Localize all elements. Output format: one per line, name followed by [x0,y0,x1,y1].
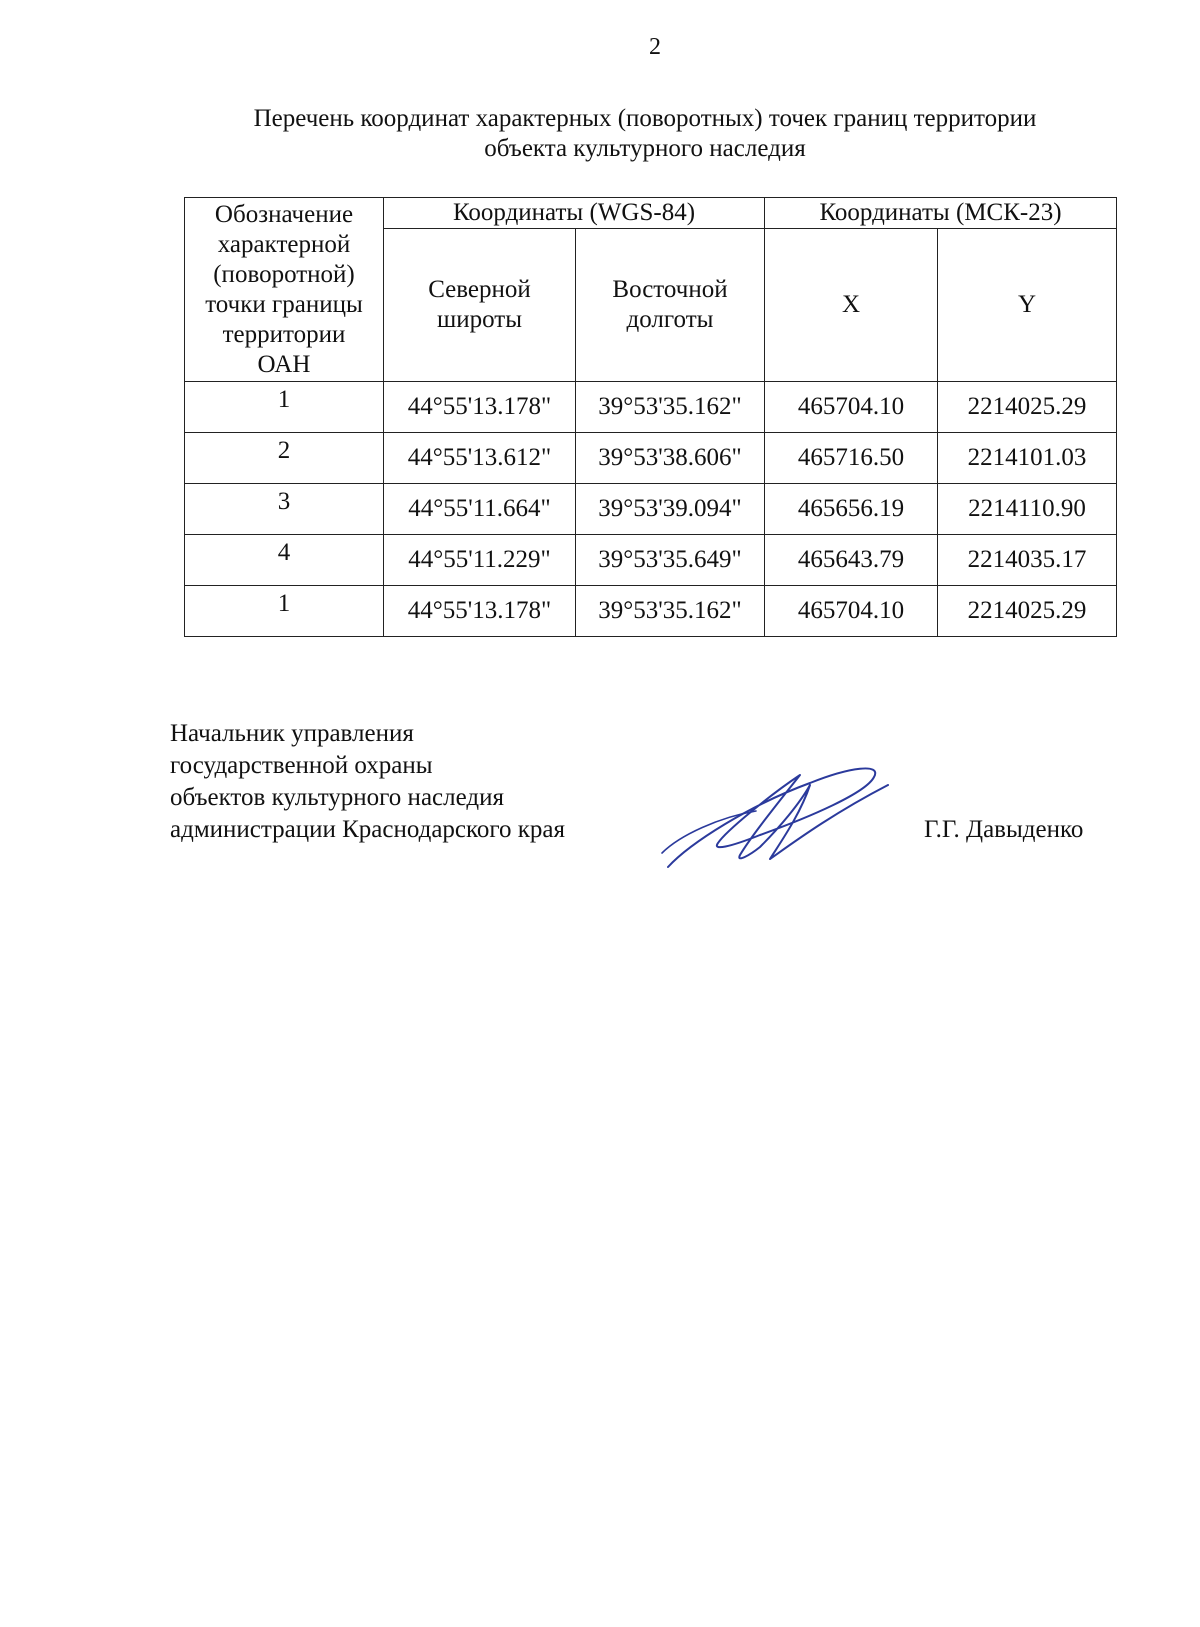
y-header: Y [938,229,1117,382]
title-line-2: объекта культурного наследия [484,135,806,162]
y-cell: 2214025.29 [938,586,1117,637]
point-cell: 2 [185,433,384,484]
msk23-group-header: Координаты (МСК-23) [765,198,1117,229]
table-row [185,433,1117,484]
y-cell: 2214025.29 [938,382,1117,433]
x-cell: 465704.10 [765,586,938,637]
x-cell: 465704.10 [765,382,938,433]
table-row [185,535,1117,586]
latitude-header: Северной широты [384,229,576,382]
signer-name: Г.Г. Давыденко [924,816,1084,843]
signatory-line: государственной охраны [170,752,433,779]
x-cell: 465656.19 [765,484,938,535]
point-cell: 3 [185,484,384,535]
x-header: X [765,229,938,382]
point-cell: 4 [185,535,384,586]
signatory-position [170,718,565,846]
y-cell: 2214035.17 [938,535,1117,586]
handwritten-signature [660,755,890,875]
latitude-cell: 44°55'11.664" [384,484,576,535]
wgs84-group-header: Координаты (WGS-84) [384,198,765,229]
point-cell: 1 [185,586,384,637]
table-row [185,382,1117,433]
y-cell: 2214101.03 [938,433,1117,484]
latitude-cell: 44°55'13.178" [384,382,576,433]
signatory-line: администрации Краснодарского края [170,816,566,843]
longitude-cell: 39°53'35.162" [576,382,765,433]
latitude-cell: 44°55'13.178" [384,586,576,637]
y-cell: 2214110.90 [938,484,1117,535]
point-cell: 1 [185,382,384,433]
table-row [185,484,1117,535]
point-designation-header: Обозначение характерной (поворотной) точки границы территории ОАН [185,198,384,382]
longitude-cell: 39°53'38.606" [576,433,765,484]
longitude-cell: 39°53'39.094" [576,484,765,535]
title-line-1: Перечень координат характерных (поворотных) точек границ территории [253,105,1037,132]
x-cell: 465643.79 [765,535,938,586]
signatory-line: объектов культурного наследия [170,784,504,811]
latitude-cell: 44°55'11.229" [384,535,576,586]
table-row [185,586,1117,637]
x-cell: 465716.50 [765,433,938,484]
longitude-cell: 39°53'35.162" [576,586,765,637]
page-number: 2 [649,34,661,60]
longitude-header: Восточной долготы [576,229,765,382]
signatory-line: Начальник управления [170,720,414,747]
document-title [190,104,1100,164]
coordinates-table [184,197,1117,637]
longitude-cell: 39°53'35.649" [576,535,765,586]
latitude-cell: 44°55'13.612" [384,433,576,484]
